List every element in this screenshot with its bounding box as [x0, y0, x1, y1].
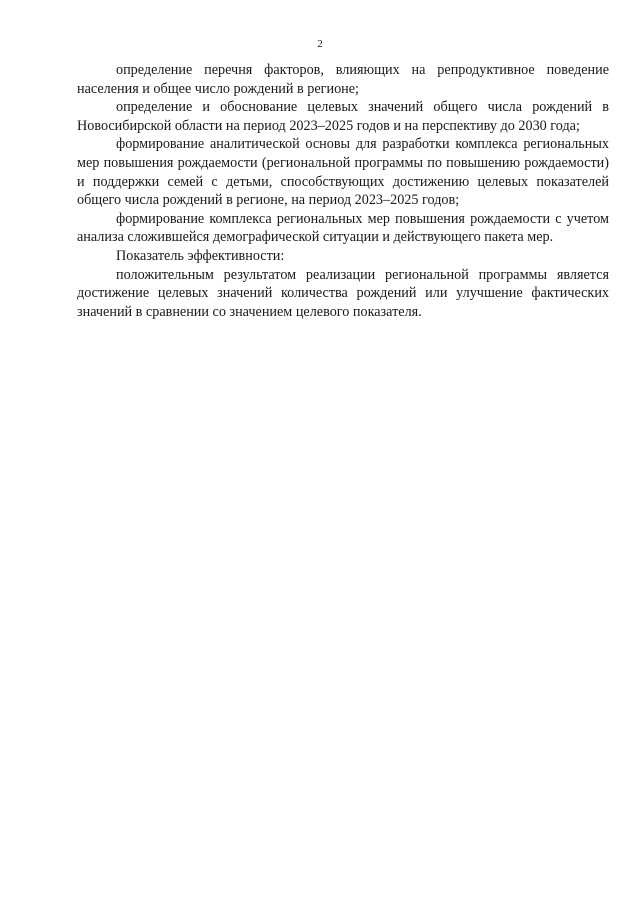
paragraph-factors-list: определение перечня факторов, влияющих на репродуктивное поведение населения и общее число рождений в регионе;: [77, 62, 609, 97]
paragraph-measures-complex: формирование комплекса региональных мер повышения рождаемости с учетом анализа сложившейся демографической ситуации и действующего пакета мер.: [77, 210, 609, 246]
paragraph-analytical-basis: формирование аналитической основы для разработки комплекса региональных мер повышения рождаемости (региональной программы по повышению рождаемости) и поддержки семей с детьми, способствующих достижению целевых показателей общего числа рождений в регионе, на период 2023–2025 годов;: [77, 136, 609, 209]
document-body: [77, 61, 609, 321]
page-number: 2: [317, 38, 323, 50]
paragraph-efficiency-heading: Показатель эффективности:: [116, 247, 285, 264]
paragraph-target-values: определение и обоснование целевых значений общего числа рождений в Новосибирской области на период 2023–2025 годов и на перспективу до 2030 года;: [77, 99, 609, 134]
paragraph-positive-result: положительным результатом реализации региональной программы является достижение целевых значений количества рождений или улучшение фактических значений в сравнении со значением целевого показателя.: [77, 266, 609, 320]
